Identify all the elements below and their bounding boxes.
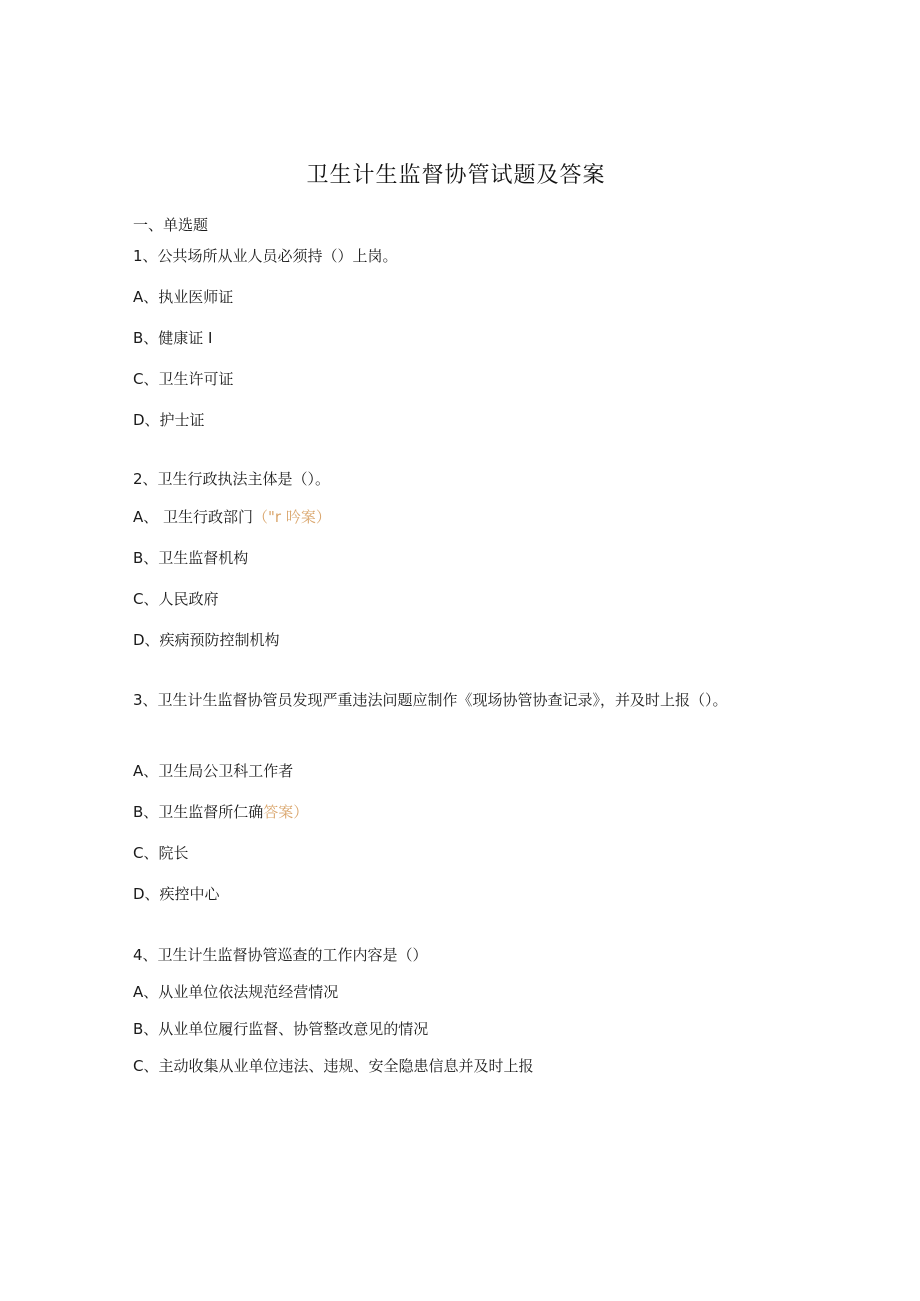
option-c: C、主动收集从业单位违法、违规、安全隐患信息并及时上报	[133, 1057, 534, 1075]
option-c: C、人民政府	[133, 590, 219, 608]
option-a: A、卫生局公卫科工作者	[133, 762, 294, 780]
option-b: B、卫生监督机构	[133, 549, 249, 567]
option-b: B、从业单位履行监督、协管整改意见的情况	[133, 1020, 429, 1038]
option-b: B、健康证 I	[133, 329, 213, 347]
option-d: D、疾控中心	[133, 885, 220, 903]
question-stem: 1、公共场所从业人员必须持（）上岗。	[133, 247, 398, 265]
option-c: C、院长	[133, 844, 189, 862]
question-stem: 2、卫生行政执法主体是（）。	[133, 470, 331, 488]
option-text: A、 卫生行政部门	[133, 508, 254, 526]
answer-mark: 答案）	[263, 803, 309, 821]
option-a: A、执业医师证	[133, 288, 234, 306]
section-heading: 一、单选题	[133, 216, 209, 234]
option-a	[133, 507, 331, 527]
option-d: D、疾病预防控制机构	[133, 631, 280, 649]
question-stem: 4、卫生计生监督协管巡查的工作内容是（）	[133, 946, 428, 964]
option-a: A、从业单位依法规范经营情况	[133, 983, 339, 1001]
option-d: D、护士证	[133, 411, 205, 429]
question-stem: 3、卫生计生监督协管员发现严重违法问题应制作《现场协管协查记录》，并及时上报（）。	[133, 691, 728, 709]
answer-mark: （"r 吟案）	[253, 508, 331, 526]
option-c: C、卫生许可证	[133, 370, 234, 388]
page-title: 卫生计生监督协管试题及答案	[306, 163, 606, 188]
option-text: B、卫生监督所仁确	[133, 803, 264, 821]
option-b	[133, 802, 308, 822]
